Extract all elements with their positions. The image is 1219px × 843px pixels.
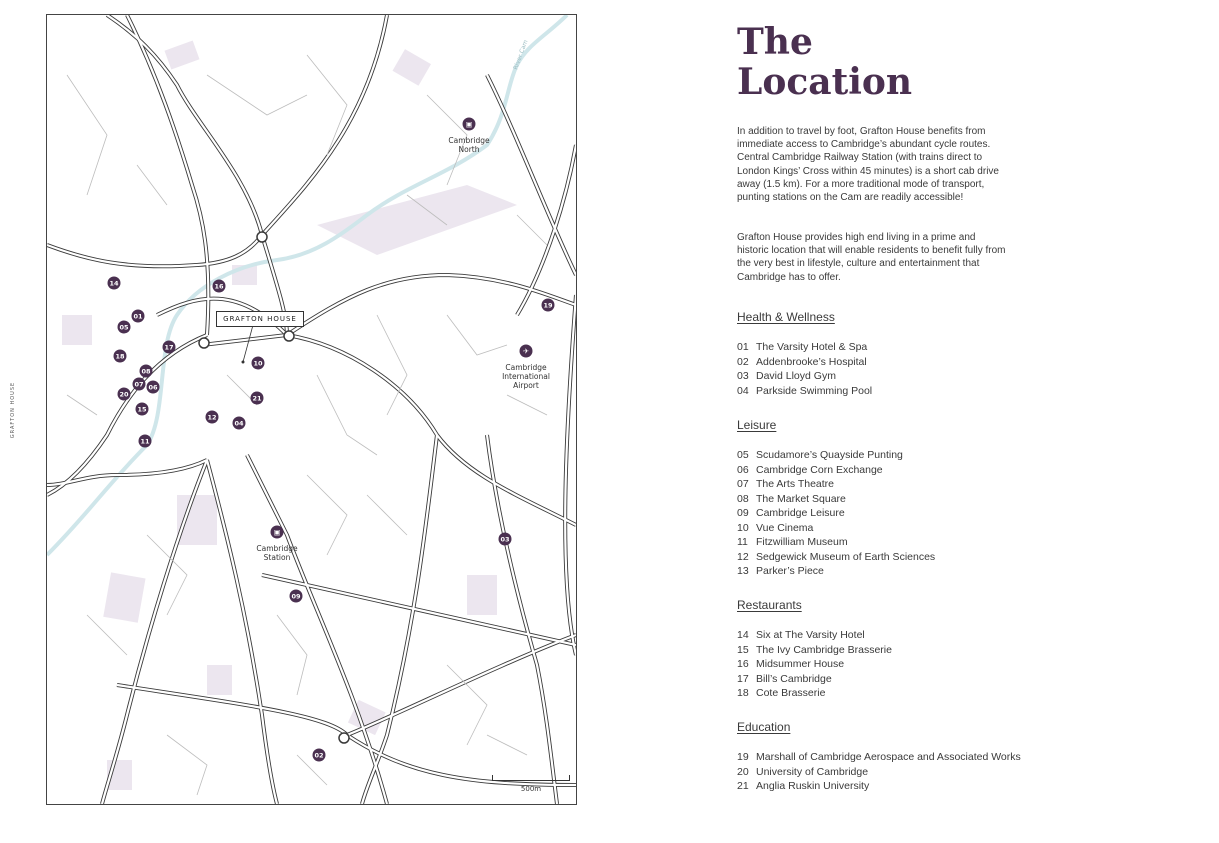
map-marker-07[interactable]: 07 bbox=[133, 378, 146, 391]
map-marker-04[interactable]: 04 bbox=[233, 417, 246, 430]
list-item: 14 Six at The Varsity Hotel bbox=[737, 629, 865, 641]
list-item: 12 Sedgewick Museum of Earth Sciences bbox=[737, 550, 936, 563]
place-cambridge-station: Cambridge Station bbox=[256, 544, 298, 562]
leisure-list bbox=[737, 448, 935, 579]
list-item: 19 Marshall of Cambridge Aerospace and Associated Works bbox=[737, 751, 1021, 763]
place-cambridge-north: Cambridge North bbox=[448, 136, 490, 154]
intro-paragraph-2: Grafton House provides high end living in a prime and historic location that will enable residents to benefit fully from the very best in lifestyle, culture and entertainment that Cambridge has to offer. bbox=[737, 232, 1006, 283]
side-label: GRAFTON HOUSE bbox=[10, 381, 16, 439]
map-marker-06[interactable]: 06 bbox=[147, 381, 160, 394]
map-marker-12[interactable]: 12 bbox=[206, 411, 219, 424]
map-marker-08[interactable]: 08 bbox=[140, 365, 153, 378]
list-item: 03 David Lloyd Gym bbox=[737, 370, 836, 382]
train-icon: ▣ bbox=[463, 118, 476, 131]
map-marker-15[interactable]: 15 bbox=[136, 403, 149, 416]
section-heading-leisure: Leisure bbox=[737, 418, 777, 432]
list-item: 16 Midsummer House bbox=[737, 658, 845, 670]
map-marker-11[interactable]: 11 bbox=[139, 435, 152, 448]
list-item: 09 Cambridge Leisure bbox=[737, 507, 845, 519]
train-icon: ▣ bbox=[271, 526, 284, 539]
river-label: River Cam bbox=[512, 38, 530, 71]
map-marker-10[interactable]: 10 bbox=[252, 357, 265, 370]
health-list bbox=[737, 340, 872, 398]
map-marker-21[interactable]: 21 bbox=[251, 392, 264, 405]
map-marker-16[interactable]: 16 bbox=[213, 280, 226, 293]
list-item: 17 Bill’s Cambridge bbox=[737, 672, 832, 685]
page-title bbox=[737, 22, 912, 102]
education-list bbox=[737, 750, 1021, 794]
scale-label: 500m bbox=[520, 785, 542, 793]
title-line-1: The bbox=[737, 21, 813, 63]
list-item: 13 Parker’s Piece bbox=[737, 565, 824, 577]
list-item: 06 Cambridge Corn Exchange bbox=[737, 463, 883, 476]
list-item: 20 University of Cambridge bbox=[737, 765, 869, 778]
map-marker-03[interactable]: 03 bbox=[499, 533, 512, 546]
list-item: 01 The Varsity Hotel & Spa bbox=[737, 341, 868, 353]
list-item: 02 Addenbrooke’s Hospital bbox=[737, 355, 867, 368]
map-marker-18[interactable]: 18 bbox=[114, 350, 127, 363]
map-marker-02[interactable]: 02 bbox=[313, 749, 326, 762]
section-heading-restaurants: Restaurants bbox=[737, 598, 802, 612]
grafton-house-callout[interactable]: GRAFTON HOUSE bbox=[216, 311, 304, 327]
minor-streets bbox=[67, 55, 547, 795]
map-marker-01[interactable]: 01 bbox=[132, 310, 145, 323]
map-marker-05[interactable]: 05 bbox=[118, 321, 131, 334]
list-item: 05 Scudamore’s Quayside Punting bbox=[737, 449, 903, 461]
scale-bar-line bbox=[492, 775, 570, 781]
list-item: 08 The Market Square bbox=[737, 492, 846, 505]
restaurants-list bbox=[737, 628, 892, 701]
map-roads bbox=[47, 15, 576, 804]
list-item: 10 Vue Cinema bbox=[737, 521, 814, 534]
map-marker-17[interactable]: 17 bbox=[163, 341, 176, 354]
map[interactable] bbox=[46, 14, 577, 805]
section-heading-health: Health & Wellness bbox=[737, 310, 835, 324]
list-item: 04 Parkside Swimming Pool bbox=[737, 384, 873, 397]
map-marker-20[interactable]: 20 bbox=[118, 388, 131, 401]
list-item: 18 Cote Brasserie bbox=[737, 687, 826, 699]
list-item: 15 The Ivy Cambridge Brasserie bbox=[737, 643, 892, 656]
map-marker-19[interactable]: 19 bbox=[542, 299, 555, 312]
list-item: 21 Anglia Ruskin University bbox=[737, 780, 870, 792]
map-marker-14[interactable]: 14 bbox=[108, 277, 121, 290]
title-line-2: Location bbox=[737, 61, 913, 103]
place-airport: Cambridge International Airport bbox=[502, 363, 550, 390]
list-item: 11 Fitzwilliam Museum bbox=[737, 536, 848, 548]
airplane-icon: ✈ bbox=[520, 345, 533, 358]
list-item: 07 The Arts Theatre bbox=[737, 478, 835, 490]
scale-bar bbox=[492, 775, 570, 793]
map-marker-09[interactable]: 09 bbox=[290, 590, 303, 603]
intro-paragraph-1: In addition to travel by foot, Grafton House benefits from immediate access to Cambridge’s abundant cycle routes. Central Cambridge Railway Station (with trains direct to London Kings’ Cross within 45 minutes) is a short cab drive away (1.5 km). For a more traditional mode of transport, punting stations on the Cam are readily accessible! bbox=[737, 126, 999, 204]
section-heading-education: Education bbox=[737, 720, 791, 734]
